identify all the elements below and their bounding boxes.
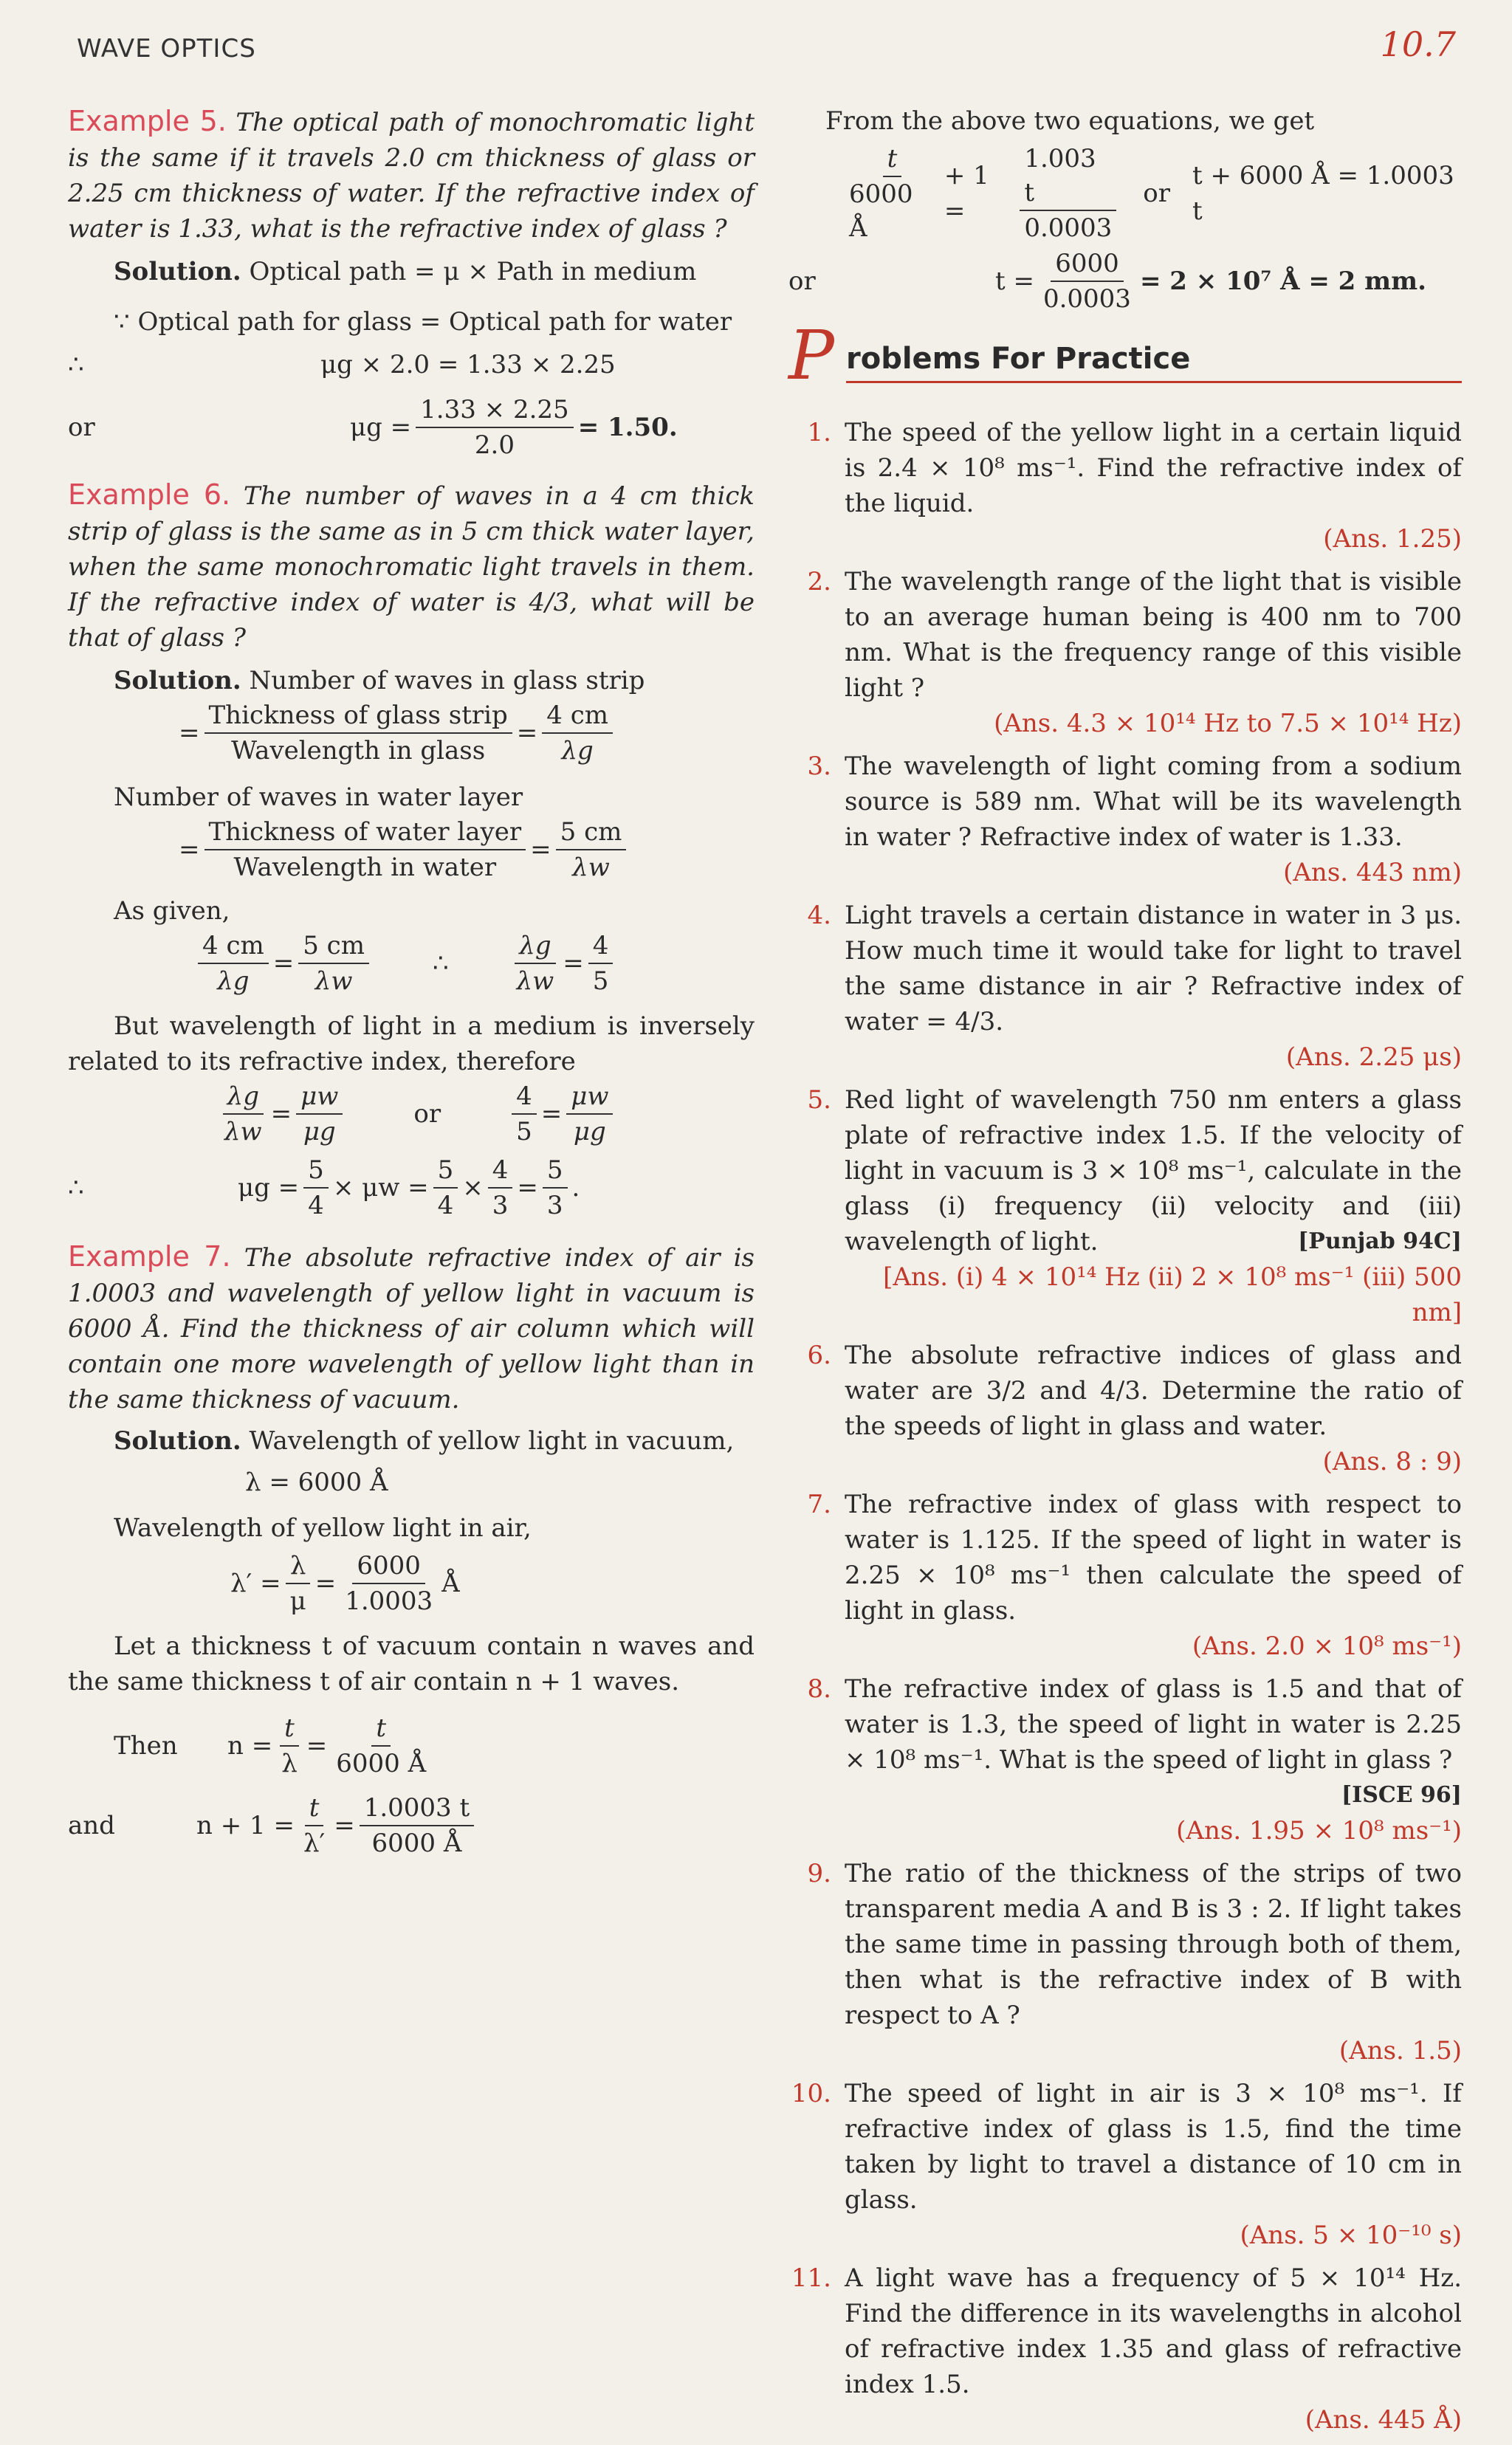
numerator: 5 [543,1153,568,1189]
problem-body [845,898,1462,1075]
denominator: 5 [516,1117,532,1146]
equation-lhs: μg = [350,413,412,442]
numerator: 4 cm [198,929,269,964]
solution-label: Solution. [114,257,241,286]
problem-number: 9. [807,1859,831,1888]
fraction [303,1153,329,1222]
example-text: The absolute refractive index of air is 1.0003 and wavelength of yellow light in vacuum is 6000 Å. Find the thickness of air column which will contain one more wavelength of yellow light than in the same thickness of vacuum. [68,1243,755,1414]
fraction [1020,142,1116,245]
left-column [68,103,755,1860]
numerator: 1.33 × 2.25 [416,393,574,428]
equation-line [68,347,755,382]
solution-text: But wavelength of light in a medium is inversely related to its refractive index, therefore [68,1011,755,1076]
fraction [433,1153,458,1222]
equation-line [216,1079,755,1149]
denominator: μ [289,1586,306,1616]
equals-sign: = [306,1731,328,1761]
fraction [488,1153,513,1222]
period: . [571,1173,580,1203]
equation-line [230,1549,755,1618]
therefore-symbol: ∴ [68,1173,84,1203]
problem-text: The ratio of the thickness of the strips of two transparent media A and B is 3 : 2. If light takes the same time in passing through both of them, then what is the refractive index of B with respect to A ? [845,1859,1462,2030]
denominator: 2.0 [474,430,515,460]
equals-sign: = [516,718,538,748]
example-label: Example 6. [68,478,231,511]
unit-label: Å [441,1569,460,1598]
problem-body [845,2076,1462,2253]
equals-sign: = [563,949,584,978]
problem-number: 4. [807,901,831,930]
problem-answer: (Ans. 8 : 9) [1322,1447,1462,1476]
equation-lhs: n + 1 = [196,1811,295,1840]
denominator: 6000 Å [371,1829,462,1858]
problem-body [845,1671,1462,1849]
equation-line [68,1153,755,1222]
problem-body [845,415,1462,557]
equation-lhs: λ′ = [230,1569,281,1598]
problem-item [788,1671,1462,1849]
problem-body [845,564,1462,741]
numerator: t [883,142,902,177]
page-number: 10.7 [1380,24,1456,64]
denominator: 5 [592,966,609,996]
numerator: μw [566,1079,613,1115]
equation-text: μg × 2.0 = 1.33 × 2.25 [320,350,616,379]
denominator: 1.0003 [345,1586,433,1616]
equation-line [193,929,755,998]
or-label: or [788,266,816,296]
problem-item [788,749,1462,890]
equation-line [179,815,755,884]
numerator: λg [515,929,555,964]
fraction [542,698,613,768]
fraction [331,1711,430,1781]
numerator: 4 cm [542,698,613,734]
problem-text: The speed of light in air is 3 × 10⁸ ms⁻¹. If refractive index of glass is 1.5, find the time taken by light to travel a distance of 10 cm in glass. [845,2079,1462,2215]
equals-sign: = [334,1811,355,1840]
denominator: λg [561,736,594,766]
fraction [277,1711,302,1781]
problem-item [788,2076,1462,2253]
numerator: Thickness of water layer [205,815,526,850]
numerator: 4 [588,929,614,964]
numerator: t [371,1711,391,1747]
denominator: λw [224,1117,262,1146]
numerator: 5 cm [556,815,627,850]
fraction [205,815,526,884]
problem-source: [ISCE 96] [1341,1782,1462,1808]
equation-lhs: μg = [238,1173,300,1203]
numerator: λg [223,1079,264,1115]
problem-text: The refractive index of glass is 1.5 and that of water is 1.3, the speed of light in water is 2.25 × 10⁸ ms⁻¹. What is the speed of light in glass ? [845,1674,1462,1775]
numerator: 1.003 t [1020,142,1116,211]
equation-lhs: t = [995,266,1034,296]
equals-sign: = [540,1099,563,1129]
problems-heading [788,316,1462,405]
problem-body [845,749,1462,890]
numerator: Thickness of glass strip [205,698,512,734]
denominator: Wavelength in water [233,853,497,882]
problem-item [788,1338,1462,1479]
right-column [788,103,1462,2445]
fraction [543,1153,568,1222]
denominator: λw [516,966,554,996]
solution-text: Wavelength of yellow light in air, [114,1513,532,1543]
fraction [296,1079,343,1149]
numerator: t [280,1711,299,1747]
then-label: Then [114,1731,178,1761]
problem-source: [Punjab 94C] [1298,1228,1462,1254]
fraction [298,929,369,998]
problem-text: The refractive index of glass with respect to water is 1.125. If the speed of light in water is 2.25 × 10⁸ ms⁻¹ then calculate the speed of light in glass. [845,1490,1462,1626]
example-7-question [68,1239,755,1417]
fraction [845,142,940,245]
equation-line [68,1791,755,1860]
denominator: 3 [546,1191,563,1220]
equals-sign: = [272,949,295,978]
problem-body [845,1487,1462,1664]
denominator: 6000 Å [849,179,913,243]
denominator: λg [217,966,250,996]
equals-sign: = [270,1099,292,1129]
solution-text: Number of waves in glass strip [249,666,645,695]
equals-sign: = [179,718,200,748]
fraction [512,1079,537,1149]
fraction [220,1079,267,1149]
problem-text: Light travels a certain distance in water in 3 μs. How much time it would take for light to travel the same distance in air ? Refractive index of water = 4/3. [845,901,1462,1036]
or-label: or [413,1099,441,1129]
times-sign: × [462,1173,484,1203]
fraction [1039,247,1135,316]
problem-item [788,898,1462,1075]
problem-answer: (Ans. 443 nm) [1283,858,1462,887]
denominator: λw [572,853,610,882]
example-text: The number of waves in a 4 cm thick strip of glass is the same as in 5 cm thick water layer, when the same monochromatic light travels in them. If the refractive index of water is 4/3, what will be that of glass ? [68,481,755,653]
equation-line [179,698,755,768]
equation-text: + 1 = [944,161,989,226]
problem-item [788,564,1462,741]
problem-answer: (Ans. 1.5) [1339,2036,1462,2066]
and-label: and [68,1811,115,1840]
problem-answer: (Ans. 5 × 10⁻¹⁰ s) [1240,2221,1462,2250]
problem-answer: (Ans. 4.3 × 10¹⁴ Hz to 7.5 × 10¹⁴ Hz) [994,709,1462,738]
equals-sign: = [315,1569,337,1598]
problem-item [788,1487,1462,1664]
equation-line: λ = 6000 Å [245,1468,388,1497]
solution-text: Number of waves in water layer [114,783,523,812]
denominator: 4 [308,1191,324,1220]
problem-text: The wavelength of light coming from a sodium source is 589 nm. What will be its wavelength in water ? Refractive index of water is 1.33. [845,752,1462,852]
problem-text: Red light of wavelength 750 nm enters a glass plate of refractive index 1.5. If the velocity of light in vacuum is 3 × 10⁸ ms⁻¹, calculate in the glass (i) frequency (ii) velocity and (iii) wavelength of light. [845,1085,1462,1256]
solution-text: From the above two equations, we get [825,106,1315,136]
problem-number: 2. [807,567,831,596]
problem-answer: [Ans. (i) 4 × 10¹⁴ Hz (ii) 2 × 10⁸ ms⁻¹ (iii) 500 nm] [883,1262,1462,1327]
result-text: = 1.50. [577,413,678,442]
problem-number: 5. [807,1085,831,1115]
solution-line [68,254,755,289]
problem-number: 1. [807,418,831,447]
denominator: 0.0003 [1024,213,1113,243]
numerator: 4 [512,1079,537,1115]
equation-line [840,142,1462,245]
fraction [340,1549,437,1618]
denominator: λ′ [303,1829,326,1858]
fraction [416,393,574,462]
denominator: 4 [437,1191,454,1220]
therefore-symbol: ∴ [432,949,449,978]
problem-answer: (Ans. 2.0 × 10⁸ ms⁻¹) [1192,1631,1462,1661]
equation-text: t + 6000 Å = 1.0003 t [1192,161,1454,226]
chapter-header: WAVE OPTICS [77,34,256,63]
numerator: 5 [433,1153,458,1189]
problem-text: The speed of the yellow light in a certain liquid is 2.4 × 10⁸ ms⁻¹. Find the refractive index of the liquid. [845,418,1462,518]
problem-text: The wavelength range of the light that is visible to an average human being is 400 nm to 700 nm. What is the frequency range of this visible light ? [845,567,1462,703]
heading-rule [846,381,1462,383]
equation-line [68,393,755,462]
therefore-symbol: ∴ [68,350,84,379]
example-label: Example 5. [68,105,227,137]
example-5-question [68,103,755,247]
example-label: Example 7. [68,1240,231,1273]
problem-number: 11. [791,2263,831,2293]
problem-answer: (Ans. 1.95 × 10⁸ ms⁻¹) [1176,1816,1462,1846]
equation-lhs: n = [227,1731,273,1761]
fraction [360,1791,474,1860]
problem-body [845,1856,1462,2069]
fraction [566,1079,613,1149]
solution-text: Wavelength of yellow light in vacuum, [249,1426,735,1456]
denominator: 0.0003 [1042,284,1131,314]
denominator: μg [303,1117,336,1146]
equals-sign: = [179,835,200,864]
problem-number: 7. [807,1490,831,1519]
equals-sign: = [517,1173,538,1203]
numerator: 6000 [352,1549,425,1584]
fraction [198,929,269,998]
fraction [286,1549,311,1618]
fraction [588,929,614,998]
fraction [556,815,627,884]
problems-heading-initial: P [788,316,834,395]
equals-sign: = [530,835,551,864]
problem-body [845,1338,1462,1479]
problem-text: A light wave has a frequency of 5 × 10¹⁴ Hz. Find the difference in its wavelengths in alcohol of refractive index 1.35 and glass of refractive index 1.5. [845,2263,1462,2399]
denominator: Wavelength in glass [231,736,486,766]
numerator: 6000 [1051,247,1124,282]
problem-item [788,2260,1462,2438]
problem-list [788,415,1462,2438]
fraction [512,929,559,998]
solution-label: Solution. [114,1426,241,1456]
numerator: 5 [303,1153,329,1189]
denominator: 6000 Å [336,1749,427,1778]
denominator: λw [315,966,353,996]
example-text: The optical path of monochromatic light is the same if it travels 2.0 cm thickness of glass or 2.25 cm thickness of water. If the refractive index of water is 1.33, what is the refractive index of glass ? [68,108,755,244]
numerator: μw [296,1079,343,1115]
problem-body [845,2260,1462,2438]
example-6-question [68,477,755,656]
numerator: t [305,1791,324,1826]
problem-item [788,1082,1462,1330]
solution-text: As given, [114,896,230,926]
numerator: λ [286,1549,311,1584]
solution-line [68,1423,755,1459]
denominator: λ [281,1749,298,1778]
fraction [205,698,512,768]
equation-line [788,247,1462,316]
equation-text: × μw = [332,1173,429,1203]
numerator: 1.0003 t [360,1791,474,1826]
result-text: = 2 × 10⁷ Å = 2 mm. [1139,266,1426,296]
problem-text: The absolute refractive indices of glass and water are 3/2 and 4/3. Determine the ratio of the speeds of light in glass and water. [845,1341,1462,1441]
denominator: μg [573,1117,606,1146]
problem-number: 8. [807,1674,831,1704]
problem-answer: (Ans. 1.25) [1323,524,1462,554]
problem-number: 6. [807,1341,831,1370]
solution-line [68,663,755,698]
or-label: or [68,413,95,442]
problem-answer: (Ans. 445 Å) [1305,2405,1462,2435]
equation-line: ∵ Optical path for glass = Optical path for water [114,307,732,337]
problem-number: 10. [791,2079,831,2108]
equation-line [68,1711,755,1781]
denominator: 3 [492,1191,509,1220]
problems-heading-text: roblems For Practice [846,342,1191,376]
solution-text: Let a thickness t of vacuum contain n waves and the same thickness t of air contain n + 1 waves. [68,1631,755,1696]
numerator: 4 [488,1153,513,1189]
problem-body [845,1082,1462,1330]
problem-number: 3. [807,752,831,781]
problem-item [788,415,1462,557]
numerator: 5 cm [298,929,369,964]
problem-item [788,1856,1462,2069]
or-label: or [1143,179,1171,208]
fraction [299,1791,329,1860]
solution-label: Solution. [114,666,241,695]
problem-answer: (Ans. 2.25 μs) [1285,1042,1462,1072]
solution-text: Optical path = μ × Path in medium [249,257,697,286]
